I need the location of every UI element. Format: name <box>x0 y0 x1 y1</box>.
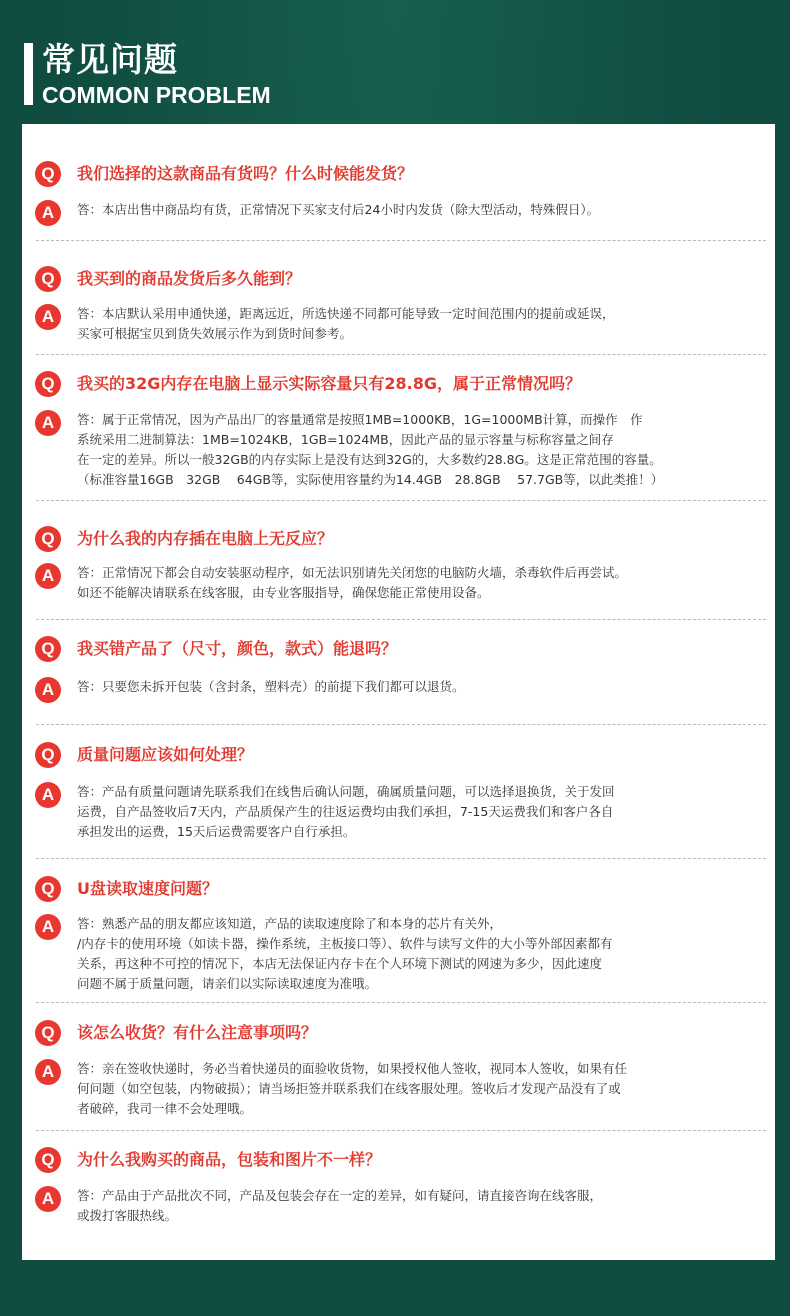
title-bar-accent <box>24 43 33 105</box>
question-badge-icon: Q <box>35 876 61 902</box>
question-badge-icon: Q <box>35 371 61 397</box>
faq-answer-line: 何问题（如空包装，内物破损）；请当场拒签并联系我们在线客服处理。签收后才发现产品没有了或 <box>77 1081 621 1096</box>
faq-question: 质量问题应该如何处理？ <box>77 745 254 764</box>
answer-badge-icon: A <box>35 563 61 589</box>
faq-answer-line: 运费，自产品签收后7天内，产品质保产生的往返运费均由我们承担，7-15天运费我们和客户各自 <box>77 804 614 819</box>
faq-answer-line: 答：本店出售中商品均有货，正常情况下买家支付后24小时内发货（除大型活动，特殊假日）。 <box>77 202 600 217</box>
faq-answer-line: 答：产品由于产品批次不同，产品及包装会存在一定的差异，如有疑问，请直接咨询在线客服， <box>77 1188 603 1203</box>
page-subtitle: COMMON PROBLEM <box>42 82 271 108</box>
faq-answer <box>77 563 757 603</box>
answer-badge-icon: A <box>35 410 61 436</box>
dashed-divider <box>36 1130 766 1131</box>
answer-badge-icon: A <box>35 1186 61 1212</box>
faq-answer <box>77 1059 757 1119</box>
faq-question: 为什么我的内存插在电脑上无反应？ <box>77 529 334 548</box>
faq-answer-line: 答：熟悉产品的朋友都应该知道，产品的读取速度除了和本身的芯片有关外， <box>77 916 503 931</box>
faq-answer-line: 问题不属于质量问题，请亲们以实际读取速度为准哦。 <box>77 976 378 991</box>
faq-answer-line: 答：亲在签收快递时，务必当着快递员的面验收货物，如果授权他人签收，视同本人签收，如果有任 <box>77 1061 628 1076</box>
faq-question: 为什么我购买的商品，包装和图片不一样？ <box>77 1150 382 1169</box>
faq-answer-line: 买家可根据宝贝到货失效展示作为到货时间参考。 <box>77 326 353 341</box>
faq-answer <box>77 410 757 490</box>
faq-card <box>22 124 775 1260</box>
faq-question: 该怎么收货？有什么注意事项吗？ <box>77 1023 318 1042</box>
answer-badge-icon: A <box>35 677 61 703</box>
faq-answer-line: 者破碎，我司一律不会处理哦。 <box>77 1101 253 1116</box>
answer-badge-icon: A <box>35 200 61 226</box>
dashed-divider <box>36 724 766 725</box>
dashed-divider <box>36 240 766 241</box>
faq-question: 我买错产品了（尺寸，颜色，款式）能退吗？ <box>77 639 398 658</box>
page-title: 常见问题 <box>42 40 178 79</box>
dashed-divider <box>36 354 766 355</box>
dashed-divider <box>36 619 766 620</box>
question-badge-icon: Q <box>35 161 61 187</box>
question-badge-icon: Q <box>35 1147 61 1173</box>
faq-answer-line: 承担发出的运费，15天后运费需要客户自行承担。 <box>77 824 356 839</box>
question-badge-icon: Q <box>35 742 61 768</box>
dashed-divider <box>36 500 766 501</box>
faq-answer-line: 答：本店默认采用申通快递，距离远近，所选快递不同都可能导致一定时间范围内的提前或延误， <box>77 306 615 321</box>
faq-answer-line: 关系，再这种不可控的情况下，本店无法保证内存卡在个人环境下测试的网速为多少，因此速度 <box>77 956 603 971</box>
faq-answer <box>77 1186 757 1226</box>
faq-answer-line: 答：产品有质量问题请先联系我们在线售后确认问题，确属质量问题，可以选择退换货，关于发回 <box>77 784 615 799</box>
answer-badge-icon: A <box>35 1059 61 1085</box>
faq-question: 我们选择的这款商品有货吗？什么时候能发货？ <box>77 164 414 183</box>
dashed-divider <box>36 858 766 859</box>
question-badge-icon: Q <box>35 526 61 552</box>
question-badge-icon: Q <box>35 1020 61 1046</box>
faq-answer-line: 答：只要您未拆开包装（含封条，塑料壳）的前提下我们都可以退货。 <box>77 679 465 694</box>
faq-answer-line: 答：正常情况下都会自动安装驱动程序，如无法识别请先关闭您的电脑防火墙，杀毒软件后再尝试。 <box>77 565 628 580</box>
faq-answer-line: 在一定的差异。所以一般32GB的内存实际上是没有达到32G的，大多数约28.8G。这是正常范围的容量。 <box>77 452 662 467</box>
faq-question: 我买到的商品发货后多久能到？ <box>77 269 302 288</box>
dashed-divider <box>36 1002 766 1003</box>
faq-answer-line: 系统采用二进制算法：1MB=1024KB，1GB=1024MB，因此产品的显示容量与标称容量之间存 <box>77 432 614 447</box>
answer-badge-icon: A <box>35 914 61 940</box>
faq-answer <box>77 200 757 220</box>
faq-answer-line: 如还不能解决请联系在线客服，由专业客服指导，确保您能正常使用设备。 <box>77 585 490 600</box>
answer-badge-icon: A <box>35 782 61 808</box>
faq-answer-line: /内存卡的使用环境（如读卡器，操作系统，主板接口等）、软件与读写文件的大小等外部因素都有 <box>77 936 613 951</box>
faq-question: U盘读取速度问题？ <box>77 879 218 898</box>
faq-answer-line: 或拨打客服热线。 <box>77 1208 178 1223</box>
faq-answer <box>77 304 757 344</box>
faq-answer-line: 答：属于正常情况，因为产品出厂的容量通常是按照1MB=1000KB，1G=1000MB计算，而操作 作 <box>77 412 643 427</box>
faq-question: 我买的32G内存在电脑上显示实际容量只有28.8G，属于正常情况吗？ <box>77 374 582 393</box>
faq-answer <box>77 677 757 697</box>
faq-answer <box>77 782 757 842</box>
question-badge-icon: Q <box>35 266 61 292</box>
question-badge-icon: Q <box>35 636 61 662</box>
faq-answer-line: （标准容量16GB 32GB 64GB等，实际使用容量约为14.4GB 28.8GB 57.7GB等，以此类推！） <box>77 472 664 487</box>
faq-answer <box>77 914 757 994</box>
answer-badge-icon: A <box>35 304 61 330</box>
